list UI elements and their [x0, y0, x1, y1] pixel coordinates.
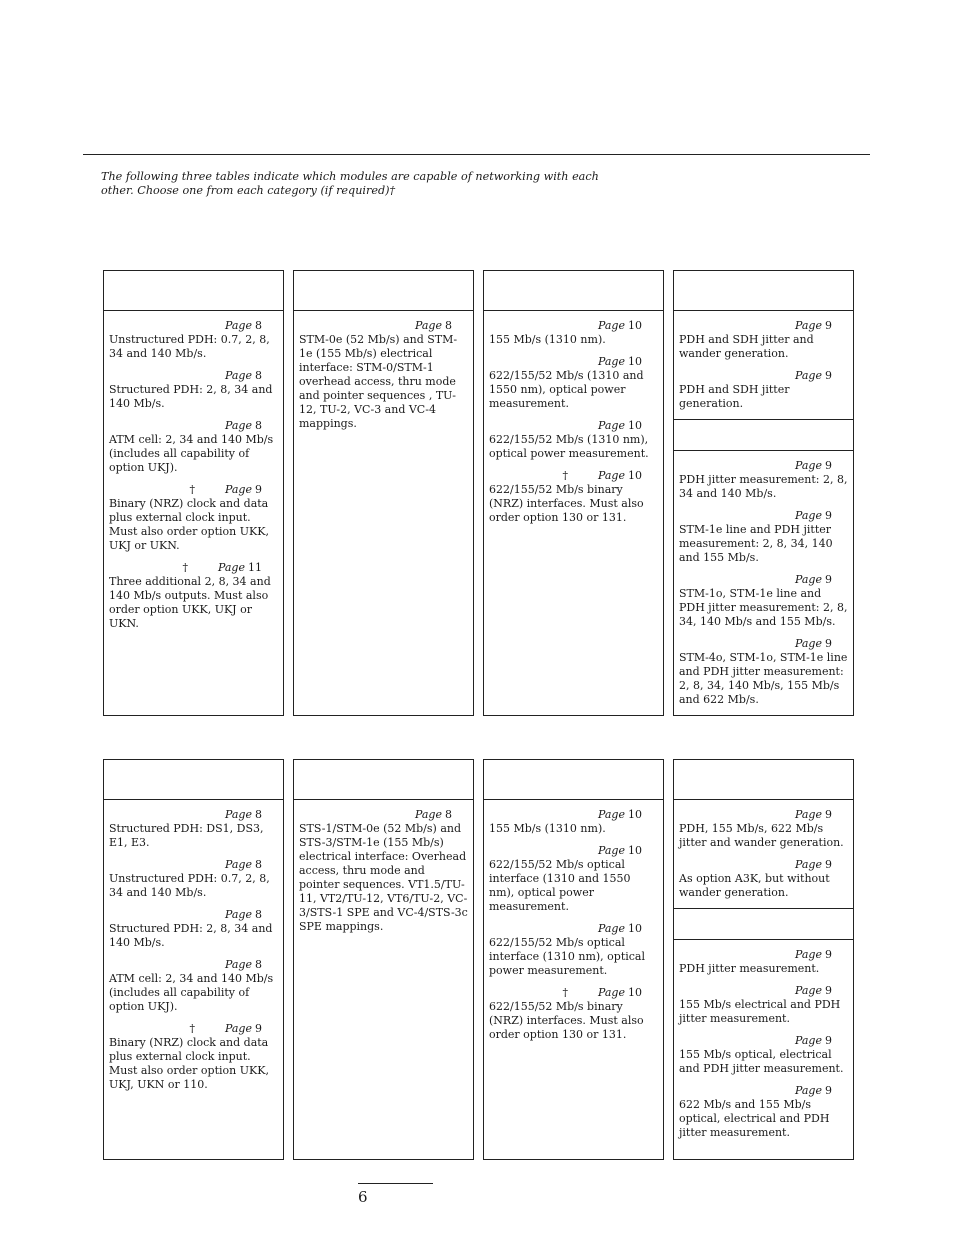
page-reference	[489, 808, 658, 822]
option-entry	[109, 369, 278, 411]
table-column	[673, 270, 854, 716]
column-header	[294, 760, 473, 800]
option-description: 155 Mb/s (1310 nm).	[489, 822, 606, 835]
dagger-mark: †	[189, 1022, 195, 1035]
option-entry	[299, 319, 468, 431]
column-header	[674, 271, 853, 311]
option-description: Structured PDH: DS1, DS3, E1, E3.	[109, 822, 264, 849]
page-reference	[109, 958, 278, 972]
option-entry	[109, 1022, 278, 1092]
option-entry	[679, 858, 848, 900]
page-label: Page	[224, 319, 252, 332]
option-description: 622/155/52 Mb/s binary (NRZ) interfaces. Must also order option 130 or 131.	[489, 483, 644, 524]
option-entry	[489, 419, 658, 461]
page-reference	[679, 637, 848, 651]
option-entry	[489, 922, 658, 978]
page-ref-number: 8	[445, 808, 452, 821]
page-ref-number: 9	[825, 858, 832, 871]
option-description: PDH jitter measurement: 2, 8, 34 and 140 Mb/s.	[679, 473, 848, 500]
column-body	[484, 311, 663, 525]
page-label: Page	[597, 319, 625, 332]
page-reference	[109, 319, 278, 333]
table-column	[483, 270, 664, 716]
option-description: 155 Mb/s (1310 nm).	[489, 333, 606, 346]
page-label: Page	[597, 469, 625, 482]
page-label: Page	[224, 858, 252, 871]
option-description: Structured PDH: 2, 8, 34 and 140 Mb/s.	[109, 922, 273, 949]
page-reference	[109, 858, 278, 872]
page-reference	[489, 355, 658, 369]
intro-text: The following three tables indicate which modules are capable of networking with each other. Choose one from each category (if required)†	[101, 170, 599, 197]
option-description: 622/155/52 Mb/s binary (NRZ) interfaces. Must also order option 130 or 131.	[489, 1000, 644, 1041]
option-entry	[679, 808, 848, 850]
page-reference	[489, 319, 658, 333]
page-label: Page	[597, 922, 625, 935]
option-entry	[679, 319, 848, 361]
page-label: Page	[794, 1034, 822, 1047]
page-reference	[109, 369, 278, 383]
option-entry	[679, 948, 848, 976]
option-description: PDH jitter measurement.	[679, 962, 820, 975]
page-label: Page	[224, 419, 252, 432]
option-description: Binary (NRZ) clock and data plus external clock input. Must also order option UKK, UKJ, UKN or 110.	[109, 1036, 269, 1091]
option-entry	[489, 319, 658, 347]
page-reference	[109, 561, 278, 575]
dagger-mark: †	[562, 986, 568, 999]
page-reference	[299, 319, 468, 333]
page-ref-number: 10	[628, 355, 642, 368]
page-ref-number: 9	[825, 573, 832, 586]
column-body	[294, 311, 473, 431]
page-ref-number: 8	[255, 319, 262, 332]
page-ref-number: 10	[628, 986, 642, 999]
page-label: Page	[794, 369, 822, 382]
page-label: Page	[794, 573, 822, 586]
page-ref-number: 9	[825, 948, 832, 961]
page-ref-number: 9	[825, 1034, 832, 1047]
column-header	[484, 271, 663, 311]
table-column	[673, 759, 854, 1160]
page-ref-number: 9	[255, 483, 262, 496]
option-description: ATM cell: 2, 34 and 140 Mb/s (includes all capability of option UKJ).	[109, 433, 274, 474]
page-label: Page	[224, 908, 252, 921]
page-reference	[489, 986, 658, 1000]
page-label: Page	[597, 844, 625, 857]
page-label: Page	[414, 808, 442, 821]
column-header	[674, 760, 853, 800]
page-reference	[679, 573, 848, 587]
option-description: 622/155/52 Mb/s (1310 and 1550 nm), optical power measurement.	[489, 369, 644, 410]
page-label: Page	[794, 858, 822, 871]
option-description: Unstructured PDH: 0.7, 2, 8, 34 and 140 Mb/s.	[109, 333, 270, 360]
page-ref-number: 11	[248, 561, 262, 574]
option-description: 622/155/52 Mb/s optical interface (1310 nm), optical power measurement.	[489, 936, 646, 977]
page-ref-number: 9	[825, 459, 832, 472]
page-ref-number: 9	[825, 984, 832, 997]
option-entry	[109, 908, 278, 950]
option-entry	[109, 419, 278, 475]
option-entry	[679, 984, 848, 1026]
page-reference	[679, 459, 848, 473]
page-reference	[109, 419, 278, 433]
option-description: As option A3K, but without wander generation.	[679, 872, 830, 899]
column-body	[484, 800, 663, 1042]
page-ref-number: 8	[255, 419, 262, 432]
page-ref-number: 10	[628, 808, 642, 821]
page-label: Page	[597, 419, 625, 432]
page-ref-number: 10	[628, 319, 642, 332]
option-description: 622/155/52 Mb/s optical interface (1310 and 1550 nm), optical power measurement.	[489, 858, 631, 913]
page-reference	[679, 948, 848, 962]
option-description: STM-0e (52 Mb/s) and STM-1e (155 Mb/s) electrical interface: STM-0/STM-1 overhead access, thru mode and pointer sequences , TU-12, TU-2, VC-3 and VC-4 mappings.	[299, 333, 458, 430]
page-label: Page	[794, 1084, 822, 1097]
option-entry	[679, 1034, 848, 1076]
header-rule	[83, 154, 870, 155]
page-label: Page	[224, 1022, 252, 1035]
page-number-rule	[358, 1183, 433, 1184]
option-description: 155 Mb/s electrical and PDH jitter measurement.	[679, 998, 841, 1025]
page-label: Page	[414, 319, 442, 332]
section-header	[674, 419, 853, 451]
option-description: Binary (NRZ) clock and data plus external clock input. Must also order option UKK, UKJ or UKN.	[109, 497, 269, 552]
option-description: Structured PDH: 2, 8, 34 and 140 Mb/s.	[109, 383, 273, 410]
page-reference	[299, 808, 468, 822]
page-label: Page	[794, 509, 822, 522]
option-entry	[109, 958, 278, 1014]
column-header	[294, 271, 473, 311]
option-entry	[489, 808, 658, 836]
page-reference	[109, 908, 278, 922]
page-ref-number: 10	[628, 469, 642, 482]
option-entry	[299, 808, 468, 934]
column-body	[294, 800, 473, 934]
option-entry	[109, 319, 278, 361]
option-entry	[679, 369, 848, 411]
option-description: 155 Mb/s optical, electrical and PDH jitter measurement.	[679, 1048, 844, 1075]
column-header	[104, 760, 283, 800]
page-reference	[489, 922, 658, 936]
option-entry	[109, 561, 278, 631]
option-entry	[679, 459, 848, 501]
page-ref-number: 10	[628, 922, 642, 935]
dagger-mark: †	[189, 483, 195, 496]
page-label: Page	[597, 808, 625, 821]
page-label: Page	[597, 986, 625, 999]
page-reference	[109, 483, 278, 497]
page-number: 6	[358, 1188, 368, 1206]
page-ref-number: 9	[825, 637, 832, 650]
page-ref-number: 8	[255, 369, 262, 382]
column-body	[104, 800, 283, 1092]
page-reference	[679, 808, 848, 822]
page-ref-number: 8	[255, 908, 262, 921]
option-entry	[679, 573, 848, 629]
page-reference	[679, 1034, 848, 1048]
page-ref-number: 9	[825, 1084, 832, 1097]
column-body	[674, 311, 853, 707]
page-ref-number: 9	[825, 509, 832, 522]
option-description: 622/155/52 Mb/s (1310 nm), optical power measurement.	[489, 433, 649, 460]
page-label: Page	[224, 808, 252, 821]
option-entry	[489, 986, 658, 1042]
option-description: Unstructured PDH: 0.7, 2, 8, 34 and 140 Mb/s.	[109, 872, 270, 899]
page-ref-number: 9	[825, 369, 832, 382]
page-reference	[679, 509, 848, 523]
section-header	[674, 908, 853, 940]
option-description: 622 Mb/s and 155 Mb/s optical, electrical and PDH jitter measurement.	[679, 1098, 830, 1139]
page-ref-number: 9	[255, 1022, 262, 1035]
page-reference	[489, 419, 658, 433]
option-description: PDH, 155 Mb/s, 622 Mb/s jitter and wander generation.	[679, 822, 844, 849]
option-description: STM-1o, STM-1e line and PDH jitter measurement: 2, 8, 34, 140 Mb/s and 155 Mb/s.	[679, 587, 848, 628]
page-label: Page	[794, 984, 822, 997]
dagger-mark: †	[182, 561, 188, 574]
page-label: Page	[794, 459, 822, 472]
option-description: STS-1/STM-0e (52 Mb/s) and STS-3/STM-1e (155 Mb/s) electrical interface: Overhead access, thru mode and pointer sequences. VT1.5/TU-11, VT2/TU-12, VT6/TU-2, VC-3/STS-1 SPE and VC-4/STS-3c SPE mappings.	[299, 822, 468, 933]
page-label: Page	[794, 808, 822, 821]
page-label: Page	[794, 637, 822, 650]
option-entry	[489, 355, 658, 411]
page-reference	[679, 369, 848, 383]
option-entry	[489, 469, 658, 525]
option-description: PDH and SDH jitter generation.	[679, 383, 790, 410]
page-label: Page	[794, 319, 822, 332]
page-reference	[679, 1084, 848, 1098]
page-reference	[109, 808, 278, 822]
page-ref-number: 8	[255, 858, 262, 871]
table-column	[293, 270, 474, 716]
option-description: STM-4o, STM-1o, STM-1e line and PDH jitter measurement: 2, 8, 34, 140 Mb/s, 155 Mb/s and 622 Mb/s.	[679, 651, 848, 706]
column-body	[674, 800, 853, 1140]
table-column	[103, 270, 284, 716]
page-ref-number: 8	[255, 808, 262, 821]
option-entry	[679, 509, 848, 565]
page-label: Page	[597, 355, 625, 368]
page-label: Page	[794, 948, 822, 961]
page-label: Page	[224, 483, 252, 496]
column-body	[104, 311, 283, 631]
page-ref-number: 9	[825, 319, 832, 332]
option-description: PDH and SDH jitter and wander generation.	[679, 333, 814, 360]
page-reference	[679, 984, 848, 998]
table-column	[103, 759, 284, 1160]
page-reference	[679, 319, 848, 333]
page-ref-number: 8	[255, 958, 262, 971]
table-column	[483, 759, 664, 1160]
option-entry	[489, 844, 658, 914]
option-entry	[109, 483, 278, 553]
page-reference	[489, 844, 658, 858]
option-entry	[109, 858, 278, 900]
page-label: Page	[217, 561, 245, 574]
page-ref-number: 8	[445, 319, 452, 332]
option-description: STM-1e line and PDH jitter measurement: 2, 8, 34, 140 and 155 Mb/s.	[679, 523, 833, 564]
page-ref-number: 10	[628, 844, 642, 857]
option-description: Three additional 2, 8, 34 and 140 Mb/s outputs. Must also order option UKK, UKJ or UKN.	[109, 575, 271, 630]
dagger-mark: †	[562, 469, 568, 482]
column-header	[104, 271, 283, 311]
table-column	[293, 759, 474, 1160]
option-entry	[679, 637, 848, 707]
option-description: ATM cell: 2, 34 and 140 Mb/s (includes all capability of option UKJ).	[109, 972, 274, 1013]
page-ref-number: 9	[825, 808, 832, 821]
option-entry	[679, 1084, 848, 1140]
page-reference	[489, 469, 658, 483]
option-entry	[109, 808, 278, 850]
page-label: Page	[224, 369, 252, 382]
column-header	[484, 760, 663, 800]
page-label: Page	[224, 958, 252, 971]
page-reference	[679, 858, 848, 872]
page-reference	[109, 1022, 278, 1036]
page-ref-number: 10	[628, 419, 642, 432]
